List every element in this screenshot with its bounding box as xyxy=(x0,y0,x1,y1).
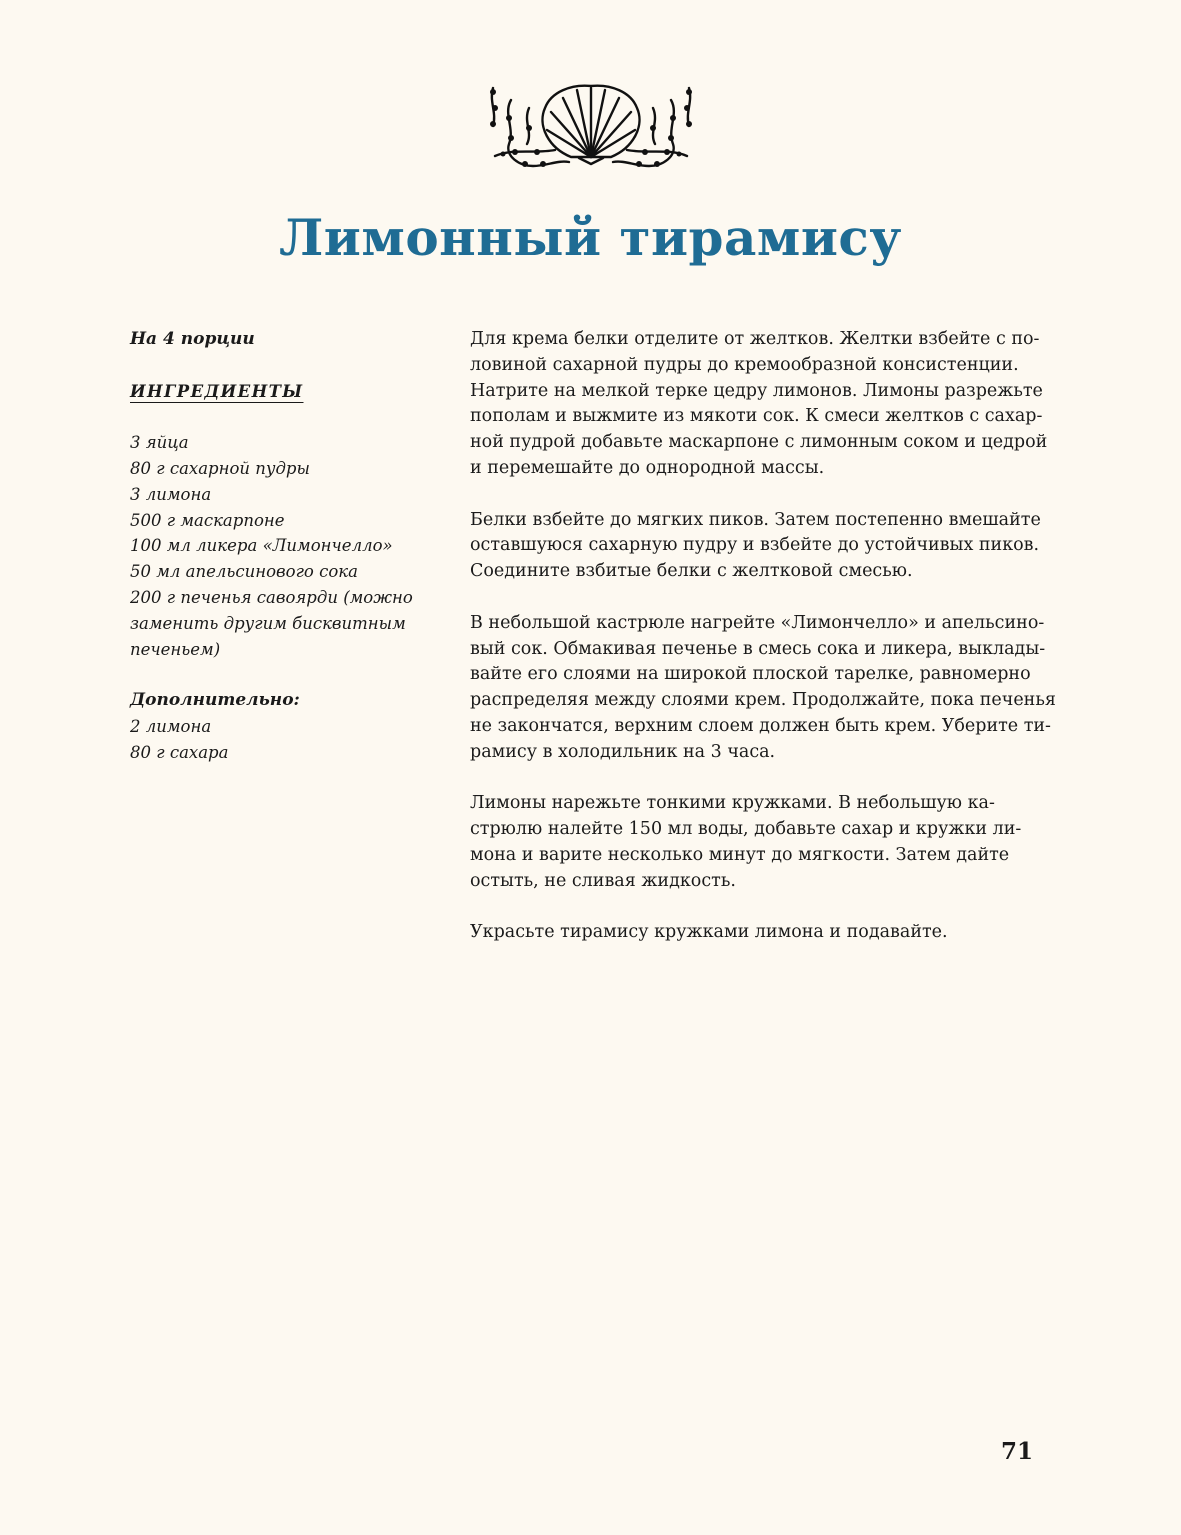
ingredient-item: 500 г маскарпоне xyxy=(130,510,285,530)
ingredients-list xyxy=(130,430,430,662)
ingredient-item: 80 г сахарной пудры xyxy=(130,458,310,478)
servings-label: На 4 порции xyxy=(130,329,255,349)
method-line: остыть, не сливая жидкость. xyxy=(470,870,736,891)
method-paragraph xyxy=(470,920,1055,946)
ingredient-item: заменить другим бисквитным xyxy=(130,613,406,633)
extra-ingredient-item: 80 г сахара xyxy=(130,742,229,762)
method-line: вый сок. Обмакивая печенье в смесь сока и ликера, выклады- xyxy=(470,638,1046,659)
method-line: распределяя между слоями крем. Продолжайте, пока печенья xyxy=(470,690,1056,711)
ingredient-item: 100 мл ликера «Лимончелло» xyxy=(130,536,393,556)
method-line: мона и варите несколько минут до мягкости. Затем дайте xyxy=(470,844,1010,865)
method-column xyxy=(470,327,1055,972)
method-line: ловиной сахарной пудры до кремообразной консистенции. xyxy=(470,354,1019,375)
method-line: не закончатся, верхним слоем должен быть крем. Уберите ти- xyxy=(470,715,1051,736)
method-line: оставшуюся сахарную пудру и взбейте до устойчивых пиков. xyxy=(470,535,1040,556)
seashell-ornament-icon xyxy=(485,78,697,180)
ingredients-heading: ИНГРЕДИЕНТЫ xyxy=(130,381,304,401)
method-line: Белки взбейте до мягких пиков. Затем постепенно вмешайте xyxy=(470,509,1041,530)
method-line: Натрите на мелкой терке цедру лимонов. Лимоны разрежьте xyxy=(470,380,1043,401)
method-line: Соедините взбитые белки с желтковой смесью. xyxy=(470,561,913,582)
method-paragraph xyxy=(470,611,1055,766)
recipe-title: Лимонный тирамису xyxy=(279,208,902,267)
page-number: 71 xyxy=(1000,1438,1033,1465)
method-line: рамису в холодильник на 3 часа. xyxy=(470,741,776,762)
ingredient-item: печеньем) xyxy=(130,639,221,659)
method-line: В небольшой кастрюле нагрейте «Лимончелло» и апельсино- xyxy=(470,612,1045,633)
ingredient-item: 50 мл апельсинового сока xyxy=(130,562,358,582)
method-paragraph xyxy=(470,791,1055,894)
ingredients-column xyxy=(130,327,430,766)
extra-ingredients-heading: Дополнительно: xyxy=(130,690,300,711)
method-line: и перемешайте до однородной массы. xyxy=(470,457,825,478)
method-paragraph xyxy=(470,327,1055,482)
ingredient-item: 3 яйца xyxy=(130,433,189,453)
method-line: Украсьте тирамису кружками лимона и подавайте. xyxy=(470,922,948,943)
ingredient-item: 200 г печенья савоярди (можно xyxy=(130,587,413,607)
method-line: вайте его слоями на широкой плоской тарелке, равномерно xyxy=(470,664,1031,685)
method-line: стрюлю налейте 150 мл воды, добавьте сахар и кружки ли- xyxy=(470,819,1022,840)
method-line: Лимоны нарежьте тонкими кружками. В небольшую ка- xyxy=(470,793,995,814)
method-line: Для крема белки отделите от желтков. Желтки взбейте с по- xyxy=(470,329,1040,349)
method-line: ной пудрой добавьте маскарпоне с лимонным соком и цедрой xyxy=(470,432,1048,453)
ingredient-item: 3 лимона xyxy=(130,484,212,504)
method-paragraph xyxy=(470,508,1055,585)
method-line: пополам и выжмите из мякоти сок. К смеси желтков с сахар- xyxy=(470,406,1043,427)
extra-ingredient-item: 2 лимона xyxy=(130,716,212,736)
